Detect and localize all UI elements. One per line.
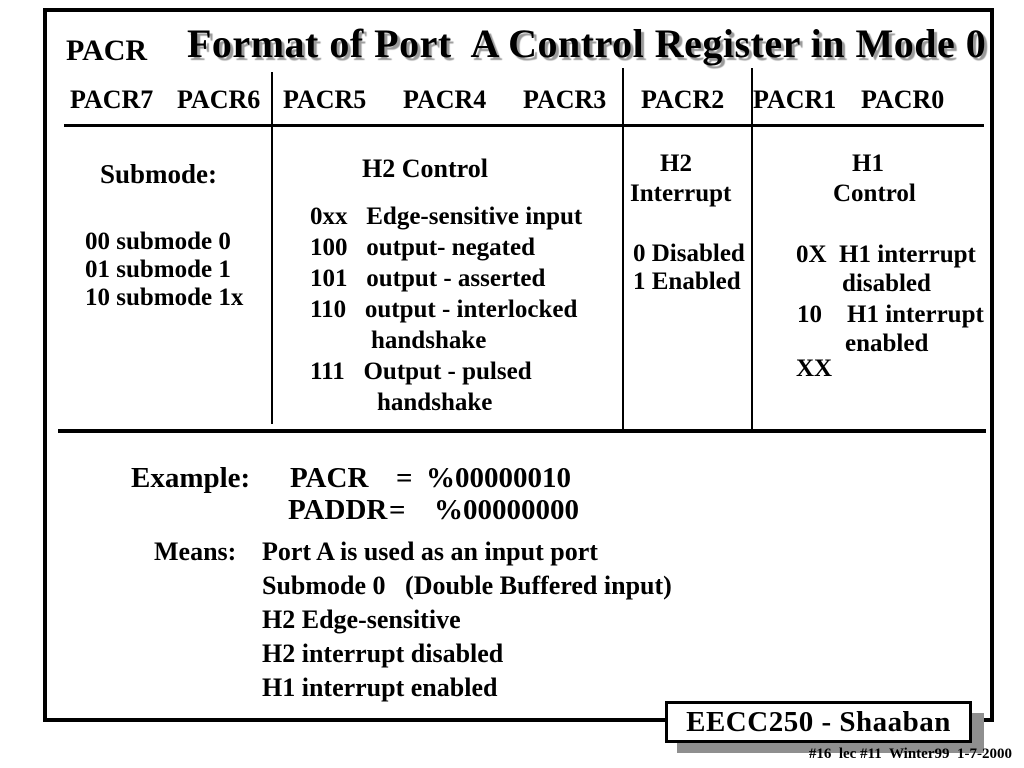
submode-row-0: 00 submode 0 xyxy=(85,228,231,255)
bit-header-pacr7: PACR7 xyxy=(70,85,154,114)
bit-header-pacr3: PACR3 xyxy=(523,85,607,114)
footer-badge xyxy=(665,701,972,743)
means-line-4: H1 interrupt enabled xyxy=(262,673,498,702)
h2-control-heading: H2 Control xyxy=(362,154,488,183)
h1-control-row-1: disabled xyxy=(842,270,931,297)
submode-row-1: 01 submode 1 xyxy=(85,256,231,283)
h1-control-row-0: 0X H1 interrupt xyxy=(796,241,976,268)
h2-control-row-0: 0xx Edge-sensitive input xyxy=(310,203,583,230)
footer-note: #16 lec #11 Winter99 1-7-2000 xyxy=(808,746,1012,762)
example-label: Example: xyxy=(131,462,251,494)
h1-control-row-4: XX xyxy=(796,355,833,382)
means-line-0: Port A is used as an input port xyxy=(262,537,598,566)
submode-heading: Submode: xyxy=(100,159,218,189)
h2-interrupt-heading-line2: Interrupt xyxy=(630,180,732,207)
footer-badge-text: EECC250 - Shaaban xyxy=(686,705,951,738)
slide-title: Format of Port A Control Register in Mode 0 xyxy=(187,21,987,66)
column-divider-2 xyxy=(622,68,624,429)
h2-control-row-3: 110 output - interlocked xyxy=(310,296,578,323)
bit-header-pacr5: PACR5 xyxy=(283,85,367,114)
means-line-3: H2 interrupt disabled xyxy=(262,639,504,668)
h1-control-heading-line2: Control xyxy=(833,180,916,207)
h2-control-row-2: 101 output - asserted xyxy=(310,265,546,292)
submode-row-2: 10 submode 1x xyxy=(85,284,244,311)
table-bottom-line xyxy=(58,429,986,433)
h2-interrupt-row-0: 0 Disabled xyxy=(633,240,745,267)
bit-header-pacr1: PACR1 xyxy=(753,85,837,114)
h1-control-row-2: 10 H1 interrupt xyxy=(797,301,984,328)
example-row1-equals: = xyxy=(389,494,406,526)
example-row1-value: %00000000 xyxy=(434,494,579,526)
means-line-2: H2 Edge-sensitive xyxy=(262,605,461,634)
bit-header-pacr6: PACR6 xyxy=(177,85,261,114)
example-row0-equals: = xyxy=(396,462,413,494)
h1-control-row-3: enabled xyxy=(845,330,929,357)
column-divider-3 xyxy=(751,68,753,429)
example-row0-name: PACR xyxy=(290,462,369,494)
means-label: Means: xyxy=(154,537,237,566)
register-corner-label: PACR xyxy=(66,34,148,67)
h2-control-row-1: 100 output- negated xyxy=(310,234,536,261)
example-row0-value: %00000010 xyxy=(426,462,571,494)
bit-header-pacr0: PACR0 xyxy=(861,85,945,114)
h1-control-heading-line1: H1 xyxy=(852,150,884,177)
h2-control-row-4: handshake xyxy=(371,327,487,354)
example-row1-name: PADDR xyxy=(288,494,388,526)
h2-interrupt-row-1: 1 Enabled xyxy=(633,268,741,295)
means-line-1: Submode 0 (Double Buffered input) xyxy=(262,571,672,600)
h2-interrupt-heading-line1: H2 xyxy=(660,150,692,177)
header-divider-line xyxy=(64,124,984,127)
h2-control-row-5: 111 Output - pulsed xyxy=(310,358,532,385)
h2-control-row-6: handshake xyxy=(377,389,493,416)
column-divider-1 xyxy=(271,72,273,424)
bit-header-pacr4: PACR4 xyxy=(403,85,487,114)
slide-border-frame xyxy=(43,8,994,722)
bit-header-pacr2: PACR2 xyxy=(641,85,725,114)
